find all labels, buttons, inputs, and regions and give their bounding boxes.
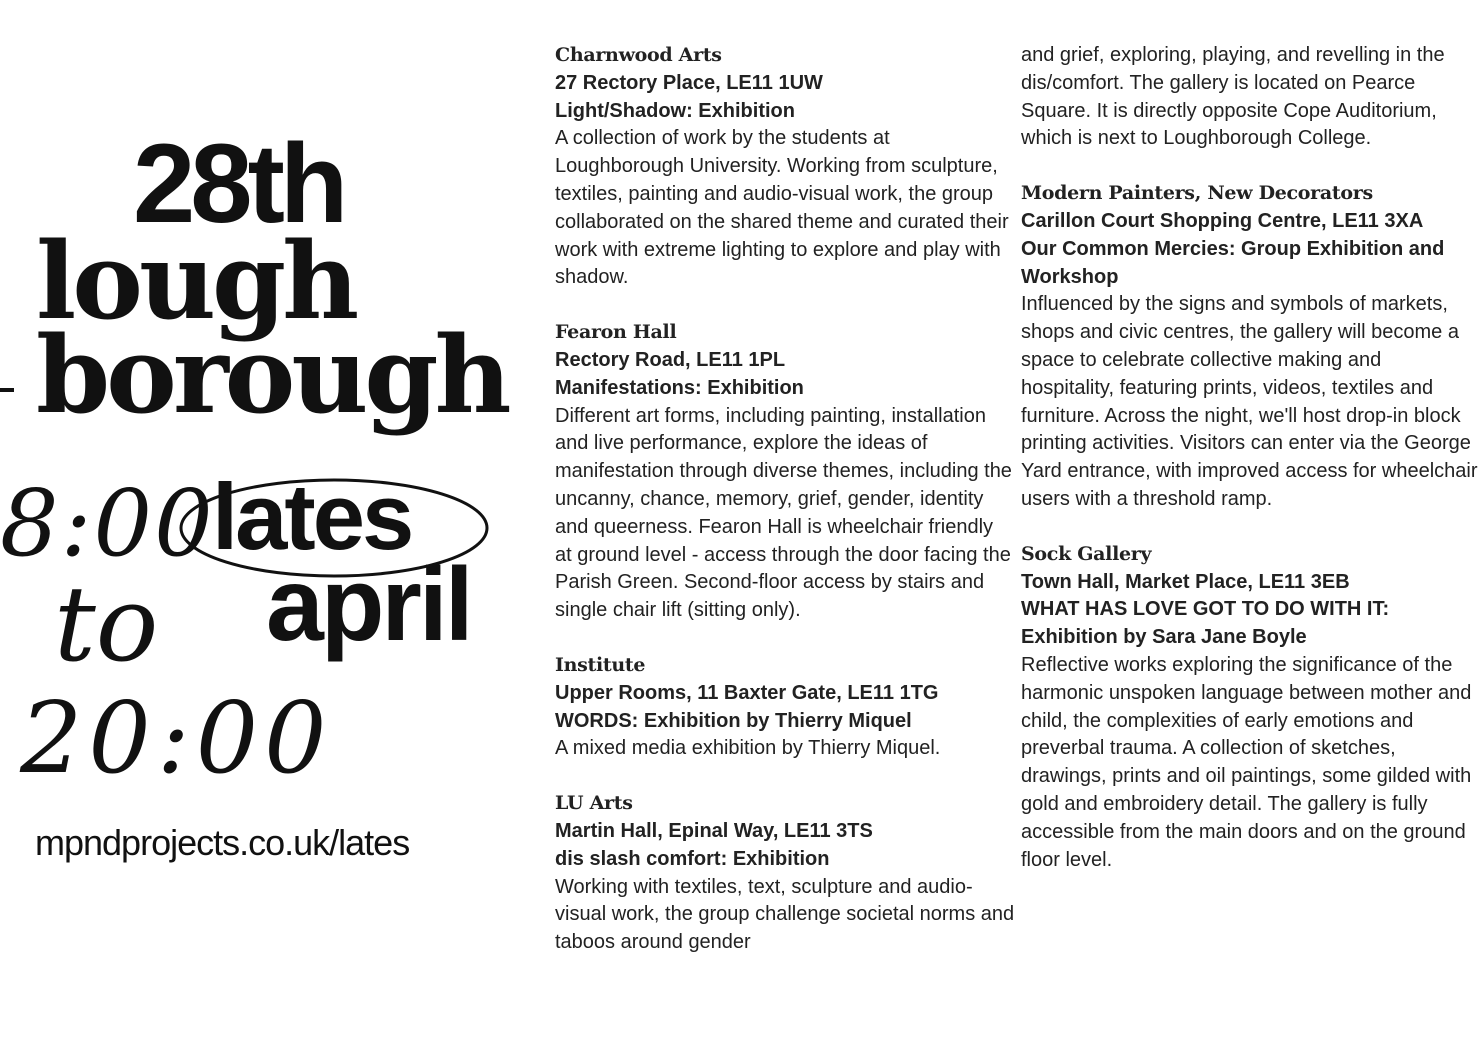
exhibition-description: Different art forms, including painting, installation and live performance, explore the ideas of manifestation through diverse themes, including the uncanny, chance, memory, grief, gender, identity and queerness. Fearon Hall is wheelchair friendly at ground level - access through the door facing the Parish Green. Second-floor access by stairs and single chair lift (sitting only).	[555, 404, 1012, 622]
venue-address: Upper Rooms, 11 Baxter Gate, LE11 1TG	[555, 681, 939, 704]
hyphen-mark	[0, 388, 14, 392]
town-name-part-2: borough	[36, 312, 508, 437]
listing-entry	[555, 42, 1015, 292]
exhibition-description: Working with textiles, text, sculpture and audio-visual work, the group challenge societal norms and taboos around gender	[555, 875, 1015, 954]
poster-title-block	[0, 0, 520, 1050]
event-name-lates: lates	[212, 464, 412, 569]
website-link[interactable]: mpndprojects.co.uk/lates	[35, 822, 410, 863]
start-time: 8:00	[0, 470, 215, 577]
exhibition-description: Reflective works exploring the significance of the harmonic unspoken language between mother and child, the complexities of early emotions and preverbal trauma. A collection of sketches, drawings, prints and oil paintings, some gilded with gold and embroidery detail. The gallery is fully accessible from the main doors and on the ground floor level.	[1021, 653, 1472, 871]
event-month: april	[266, 547, 471, 663]
exhibition-title: Manifestations: Exhibition	[555, 376, 804, 399]
venue-address: 27 Rectory Place, LE11 1UW	[555, 71, 823, 94]
venue-address: Rectory Road, LE11 1PL	[555, 348, 786, 371]
listings-column-right	[1021, 42, 1479, 901]
listing-entry	[555, 319, 1015, 625]
listings-column-middle	[555, 42, 1015, 984]
venue-name: Fearon Hall	[555, 321, 677, 344]
to-word: to	[54, 563, 159, 685]
exhibition-title: Our Common Mercies: Group Exhibition and Workshop	[1021, 237, 1445, 288]
exhibition-title: Light/Shadow: Exhibition	[555, 99, 795, 122]
exhibition-title: WORDS: Exhibition by Thierry Miquel	[555, 709, 912, 732]
listing-entry	[555, 790, 1015, 957]
venue-name: Institute	[555, 653, 646, 676]
venue-address: Carillon Court Shopping Centre, LE11 3XA	[1021, 209, 1424, 232]
exhibition-description-continued: and grief, exploring, playing, and revelling in the dis/comfort. The gallery is located on Pearce Square. It is directly opposite Cope Auditorium, which is next to Loughborough College.	[1021, 44, 1445, 150]
listing-continuation	[1021, 42, 1479, 153]
venue-name: LU Arts	[555, 792, 633, 815]
exhibition-title: dis slash comfort: Exhibition	[555, 847, 830, 870]
edition-number: 28th	[133, 121, 344, 246]
exhibition-description: Influenced by the signs and symbols of markets, shops and civic centres, the gallery will become a space to celebrate collective making and hospitality, featuring prints, videos, textiles and furniture. Across the night, we'll host drop-in block printing activities. Visitors can enter via the George Yard entrance, with improved access for wheelchair users with a threshold ramp.	[1021, 293, 1478, 510]
venue-name: Charnwood Arts	[555, 44, 722, 66]
venue-name: Sock Gallery	[1021, 542, 1152, 565]
listing-entry	[1021, 180, 1479, 514]
listing-entry	[1021, 541, 1479, 875]
venue-address: Martin Hall, Epinal Way, LE11 3TS	[555, 819, 873, 842]
venue-name: Modern Painters, New Decorators	[1021, 182, 1373, 205]
venue-address: Town Hall, Market Place, LE11 3EB	[1021, 570, 1350, 593]
listing-entry	[555, 652, 1015, 763]
town-name-part-1: lough	[36, 218, 356, 343]
exhibition-description: A collection of work by the students at Loughborough University. Working from sculpture, textiles, painting and audio-visual work, the group collaborated on the shared theme and curated their work with extreme lighting to explore and play with shadow.	[555, 127, 1009, 289]
exhibition-description: A mixed media exhibition by Thierry Miquel.	[555, 737, 941, 760]
exhibition-title: WHAT HAS LOVE GOT TO DO WITH IT: Exhibition by Sara Jane Boyle	[1021, 598, 1390, 649]
end-time: 20:00	[20, 682, 333, 796]
